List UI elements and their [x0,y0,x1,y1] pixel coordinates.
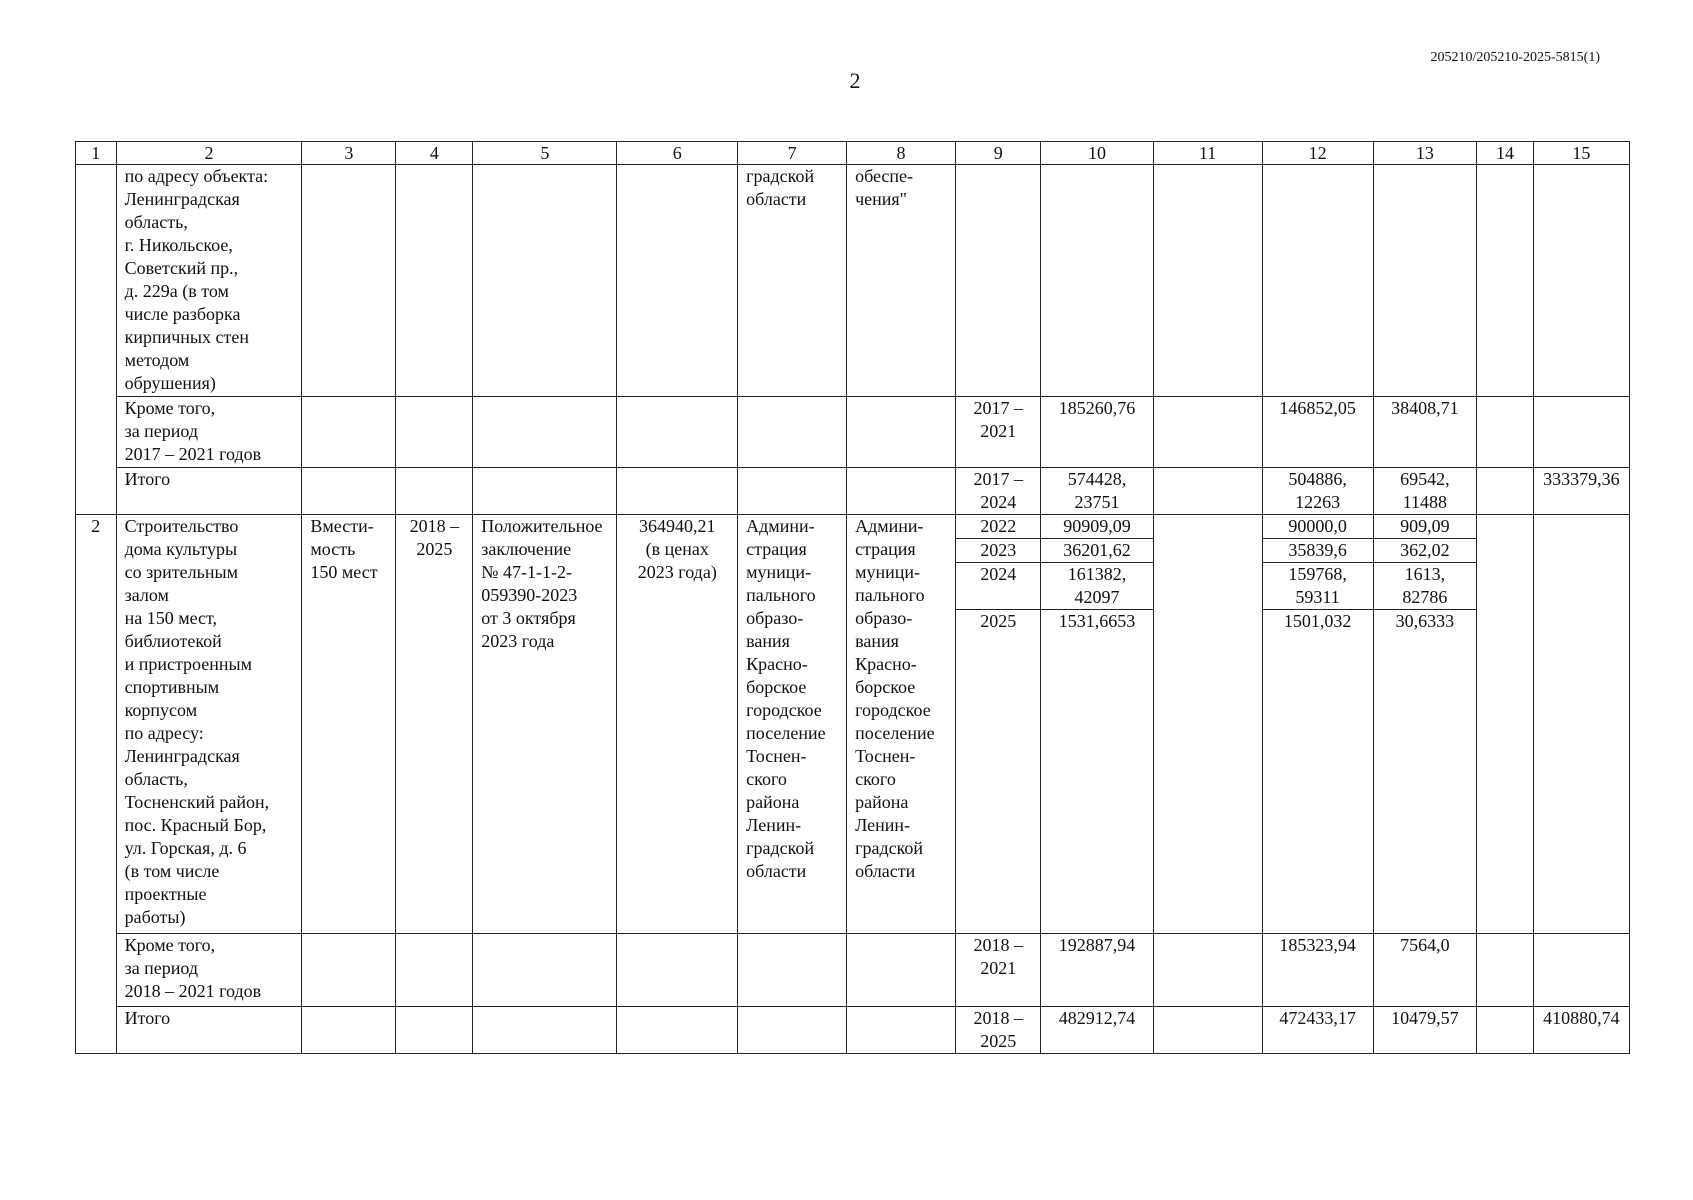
value-cell: 472433,17 [1262,1006,1373,1053]
value-cell: 7564,0 [1373,934,1477,1006]
value-cell: 909,09 [1373,514,1477,538]
total-label-cell: Итого [116,1006,302,1053]
customer-cell: Админи- страция муници- пального образо- вания Красно- борское городское поселение Тоснен- ского района Ленин- градской области [738,514,847,933]
column-number: 1 [76,142,117,165]
conclusion-cell: Положительное заключение № 47-1-1-2- 059390-2023 от 3 октября 2023 года [473,514,617,933]
value-cell: 192887,94 [1041,934,1153,1006]
value-cell: 146852,05 [1262,397,1373,467]
value-cell: 185323,94 [1262,934,1373,1006]
value-cell: 159768, 59311 [1262,563,1373,610]
value-cell: 1501,032 [1262,610,1373,934]
value-cell: 504886, 12263 [1262,467,1373,514]
value-cell: 161382, 42097 [1041,563,1153,610]
developer-cell: Админи- страция муници- пального образо- вания Красно- борское городское поселение Тоснен- ского района Ленин- градской области [847,514,956,933]
value-cell: 38408,71 [1373,397,1477,467]
table-row [76,165,1630,397]
value-cell: 10479,57 [1373,1006,1477,1053]
extra-label-cell: Кроме того, за период 2017 – 2021 годов [116,397,302,467]
period-cell: 2017 – 2024 [956,467,1041,514]
cost-cell: 364940,21 (в ценах 2023 года) [617,514,738,933]
value-cell: 1531,6653 [1041,610,1153,934]
column-number: 15 [1533,142,1629,165]
year-cell: 2025 [956,610,1041,934]
table-row [76,934,1630,1006]
column-number: 5 [473,142,617,165]
total-label-cell: Итого [116,467,302,514]
value-cell: 482912,74 [1041,1006,1153,1053]
table-row [76,1006,1630,1053]
year-cell: 2024 [956,563,1041,610]
column-number: 13 [1373,142,1477,165]
column-number: 12 [1262,142,1373,165]
value-cell: 185260,76 [1041,397,1153,467]
column-number: 6 [617,142,738,165]
period-cell: 2018 – 2025 [396,514,473,933]
developer-cell: обеспе- чения" [847,165,956,397]
value-cell: 36201,62 [1041,539,1153,563]
value-cell: 69542, 11488 [1373,467,1477,514]
row-number-cell: 2 [76,514,117,1053]
value-cell: 90909,09 [1041,514,1153,538]
document-id: 205210/205210-2025-5815(1) [1430,50,1600,65]
value-cell: 35839,6 [1262,539,1373,563]
page-number: 2 [849,68,861,93]
object-name-cell: Строительство дома культуры со зрительным залом на 150 мест, библиотекой и пристроенным спортивным корпусом по адресу: Ленинградская область, Тосненский район, пос. Красный Бор, ул. Горская, д. 6 (в том числе проектные работы) [116,514,302,933]
column-number: 3 [302,142,396,165]
table-row [76,397,1630,467]
table-row [76,467,1630,514]
value-cell: 574428, 23751 [1041,467,1153,514]
column-number: 10 [1041,142,1153,165]
customer-cell: градской области [738,165,847,397]
extra-label-cell: Кроме того, за период 2018 – 2021 годов [116,934,302,1006]
column-number: 8 [847,142,956,165]
capacity-cell: Вмести- мость 150 мест [302,514,396,933]
year-cell: 2022 [956,514,1041,538]
value-cell: 1613, 82786 [1373,563,1477,610]
column-number: 2 [116,142,302,165]
object-name-cell: по адресу объекта: Ленинградская область, г. Никольское, Советский пр., д. 229а (в том числе разборка кирпичных стен методом обрушения) [116,165,302,397]
value-cell: 410880,74 [1533,1006,1629,1053]
investment-table [75,141,1630,1054]
column-number-row [76,142,1630,165]
value-cell: 30,6333 [1373,610,1477,934]
column-number: 4 [396,142,473,165]
column-number: 14 [1477,142,1534,165]
period-cell: 2018 – 2025 [956,1006,1041,1053]
value-cell: 362,02 [1373,539,1477,563]
table-row [76,514,1630,538]
column-number: 11 [1153,142,1262,165]
column-number: 7 [738,142,847,165]
column-number: 9 [956,142,1041,165]
period-cell: 2017 – 2021 [956,397,1041,467]
value-cell: 90000,0 [1262,514,1373,538]
year-cell: 2023 [956,539,1041,563]
value-cell: 333379,36 [1533,467,1629,514]
period-cell: 2018 – 2021 [956,934,1041,1006]
